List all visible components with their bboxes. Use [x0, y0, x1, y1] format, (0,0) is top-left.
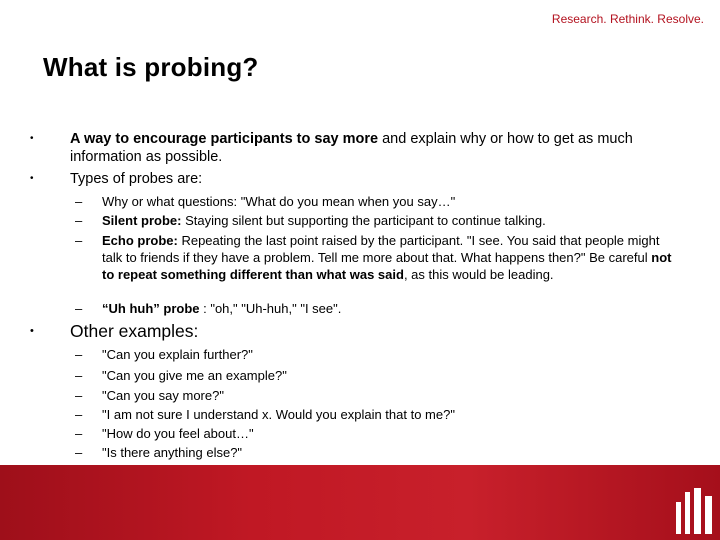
probe-item — [75, 300, 677, 317]
example-item — [75, 444, 677, 461]
example-text: "How do you feel about…" — [102, 426, 254, 441]
dash-marker: – — [75, 426, 83, 441]
example-text: "Is there anything else?" — [102, 445, 243, 460]
brand-logo-icon — [676, 488, 712, 534]
probe-text-end: , as this would be leading. — [403, 267, 554, 282]
probe-text: Repeating the last point raised by the participant. "I see. You said that people might talk to friends if they have a problem. Tell me more about that. What happens then?" Be careful — [102, 233, 660, 265]
bullet-marker: • — [30, 325, 34, 337]
probe-item — [75, 193, 677, 210]
example-item — [75, 346, 677, 363]
probe-text: : "oh," "Uh-huh," "I see". — [199, 301, 342, 316]
example-item — [75, 367, 677, 384]
bullet-types — [30, 170, 685, 188]
example-text: "Can you say more?" — [102, 388, 224, 403]
other-examples-text: Other examples: — [70, 321, 199, 341]
bullet-definition — [30, 130, 685, 166]
probe-item — [75, 212, 677, 229]
probe-item — [75, 232, 677, 283]
probe-label: “Uh huh” probe — [102, 301, 200, 316]
example-text: "Can you explain further?" — [102, 347, 253, 362]
example-item — [75, 406, 677, 423]
example-item — [75, 387, 677, 404]
definition-bold: A way to encourage participants to say more — [70, 131, 379, 147]
probe-text: Staying silent but supporting the participant to continue talking. — [181, 213, 546, 228]
types-text: Types of probes are: — [70, 171, 203, 187]
dash-marker: – — [75, 213, 83, 228]
header-tagline: Research. Rethink. Resolve. — [551, 12, 704, 26]
dash-marker: – — [75, 301, 83, 316]
bullet-other-examples — [30, 321, 685, 341]
probe-label: Silent probe: — [102, 213, 182, 228]
example-text: "Can you give me an example?" — [102, 368, 287, 383]
bullet-marker: • — [30, 173, 34, 184]
dash-marker: – — [75, 194, 83, 209]
dash-marker: – — [75, 347, 83, 362]
dash-marker: – — [75, 233, 83, 248]
dash-marker: – — [75, 368, 83, 383]
dash-marker: – — [75, 407, 83, 422]
probe-text: Why or what questions: "What do you mean when you say…" — [102, 194, 456, 209]
dash-marker: – — [75, 445, 83, 460]
probe-label: Echo probe: — [102, 233, 178, 248]
bullet-marker: • — [30, 133, 34, 144]
example-text: "I am not sure I understand x. Would you explain that to me?" — [102, 407, 455, 422]
example-item — [75, 425, 677, 442]
slide-title: What is probing? — [43, 52, 259, 82]
probe-warning: not to repeat something different than what was said — [102, 250, 672, 282]
dash-marker: – — [75, 388, 83, 403]
definition-rest: and explain why or how to get as much information as possible. — [70, 131, 633, 165]
footer-bar — [0, 465, 720, 540]
